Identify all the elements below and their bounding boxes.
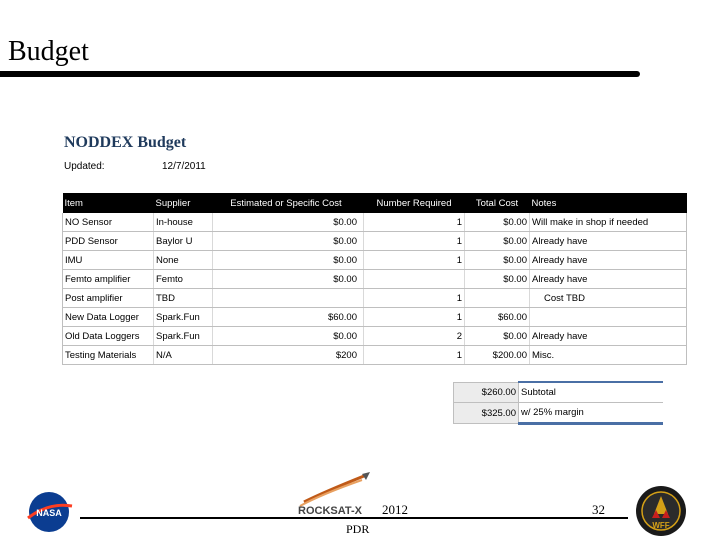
budget-table <box>62 193 687 365</box>
cell-notes: Already have <box>530 232 687 251</box>
rocksat-plume-glow <box>300 480 362 506</box>
table-row <box>63 308 687 327</box>
cell-item: Testing Materials <box>63 346 154 365</box>
cell-notes: Will make in shop if needed <box>530 213 687 232</box>
cell-number: 2 <box>364 327 465 346</box>
slide-title: Budget <box>8 36 89 67</box>
cell-cost: $0.00 <box>213 270 364 289</box>
subtotal-value: $260.00 <box>454 382 519 403</box>
footer-label: PDR <box>346 522 370 536</box>
table-row <box>63 327 687 346</box>
margin-row <box>454 403 664 424</box>
cell-item: NO Sensor <box>63 213 154 232</box>
cell-total: $0.00 <box>465 251 530 270</box>
table-row <box>63 289 687 308</box>
cell-total: $0.00 <box>465 270 530 289</box>
cell-item: New Data Logger <box>63 308 154 327</box>
cell-total: $200.00 <box>465 346 530 365</box>
cell-cost: $0.00 <box>213 213 364 232</box>
subtotal-label: Subtotal <box>519 382 664 403</box>
updated-date: 12/7/2011 <box>162 161 206 172</box>
cell-notes: Cost TBD <box>530 289 687 308</box>
cell-item: Femto amplifier <box>63 270 154 289</box>
cell-notes: Already have <box>530 270 687 289</box>
cell-item: Old Data Loggers <box>63 327 154 346</box>
cell-cost: $0.00 <box>213 251 364 270</box>
cell-cost: $0.00 <box>213 232 364 251</box>
header-supplier: Supplier <box>154 193 213 213</box>
cell-number: 1 <box>364 213 465 232</box>
table-row <box>63 213 687 232</box>
wff-logo <box>634 484 688 538</box>
cell-number <box>364 270 465 289</box>
cell-supplier: None <box>154 251 213 270</box>
cell-supplier: Femto <box>154 270 213 289</box>
cell-number: 1 <box>364 289 465 308</box>
title-underline <box>0 71 640 77</box>
table-row <box>63 346 687 365</box>
cell-notes: Misc. <box>530 346 687 365</box>
cell-number: 1 <box>364 346 465 365</box>
cell-supplier: Baylor U <box>154 232 213 251</box>
cell-total: $0.00 <box>465 327 530 346</box>
margin-value: $325.00 <box>454 403 519 424</box>
header-notes: Notes <box>530 193 687 213</box>
cell-cost: $200 <box>213 346 364 365</box>
subtotal-row <box>454 382 664 403</box>
cell-supplier: N/A <box>154 346 213 365</box>
slide-year: 2012 <box>382 502 408 517</box>
table-header-row <box>63 193 687 213</box>
cell-total: $60.00 <box>465 308 530 327</box>
cell-supplier: TBD <box>154 289 213 308</box>
rocksat-plume <box>304 476 364 502</box>
header-item: Item <box>63 193 154 213</box>
table-row <box>63 251 687 270</box>
cell-item: Post amplifier <box>63 289 154 308</box>
cell-notes <box>530 308 687 327</box>
margin-label: w/ 25% margin <box>519 403 664 424</box>
table-row <box>63 232 687 251</box>
nasa-logo-text: NASA <box>36 508 62 518</box>
cell-cost <box>213 289 364 308</box>
table-row <box>63 270 687 289</box>
cell-total <box>465 289 530 308</box>
nasa-logo <box>24 490 74 534</box>
wff-logo-text: WFF <box>652 521 670 530</box>
cell-item: PDD Sensor <box>63 232 154 251</box>
updated-label: Updated: <box>64 161 105 172</box>
budget-summary <box>453 381 663 425</box>
cell-cost: $60.00 <box>213 308 364 327</box>
cell-number: 1 <box>364 251 465 270</box>
header-number: Number Required <box>364 193 465 213</box>
rocksat-text: ROCKSAT-X <box>298 505 362 517</box>
footer-rule <box>80 517 628 519</box>
cell-notes: Already have <box>530 251 687 270</box>
cell-total: $0.00 <box>465 232 530 251</box>
header-total: Total Cost <box>465 193 530 213</box>
cell-supplier: Spark.Fun <box>154 327 213 346</box>
cell-supplier: In-house <box>154 213 213 232</box>
cell-item: IMU <box>63 251 154 270</box>
rocksat-logo <box>294 472 380 518</box>
cell-number: 1 <box>364 308 465 327</box>
cell-cost: $0.00 <box>213 327 364 346</box>
header-cost: Estimated or Specific Cost <box>213 193 364 213</box>
cell-supplier: Spark.Fun <box>154 308 213 327</box>
page-number: 32 <box>592 502 605 517</box>
document-title: NODDEX Budget <box>64 134 187 151</box>
cell-total: $0.00 <box>465 213 530 232</box>
cell-number: 1 <box>364 232 465 251</box>
cell-notes: Already have <box>530 327 687 346</box>
